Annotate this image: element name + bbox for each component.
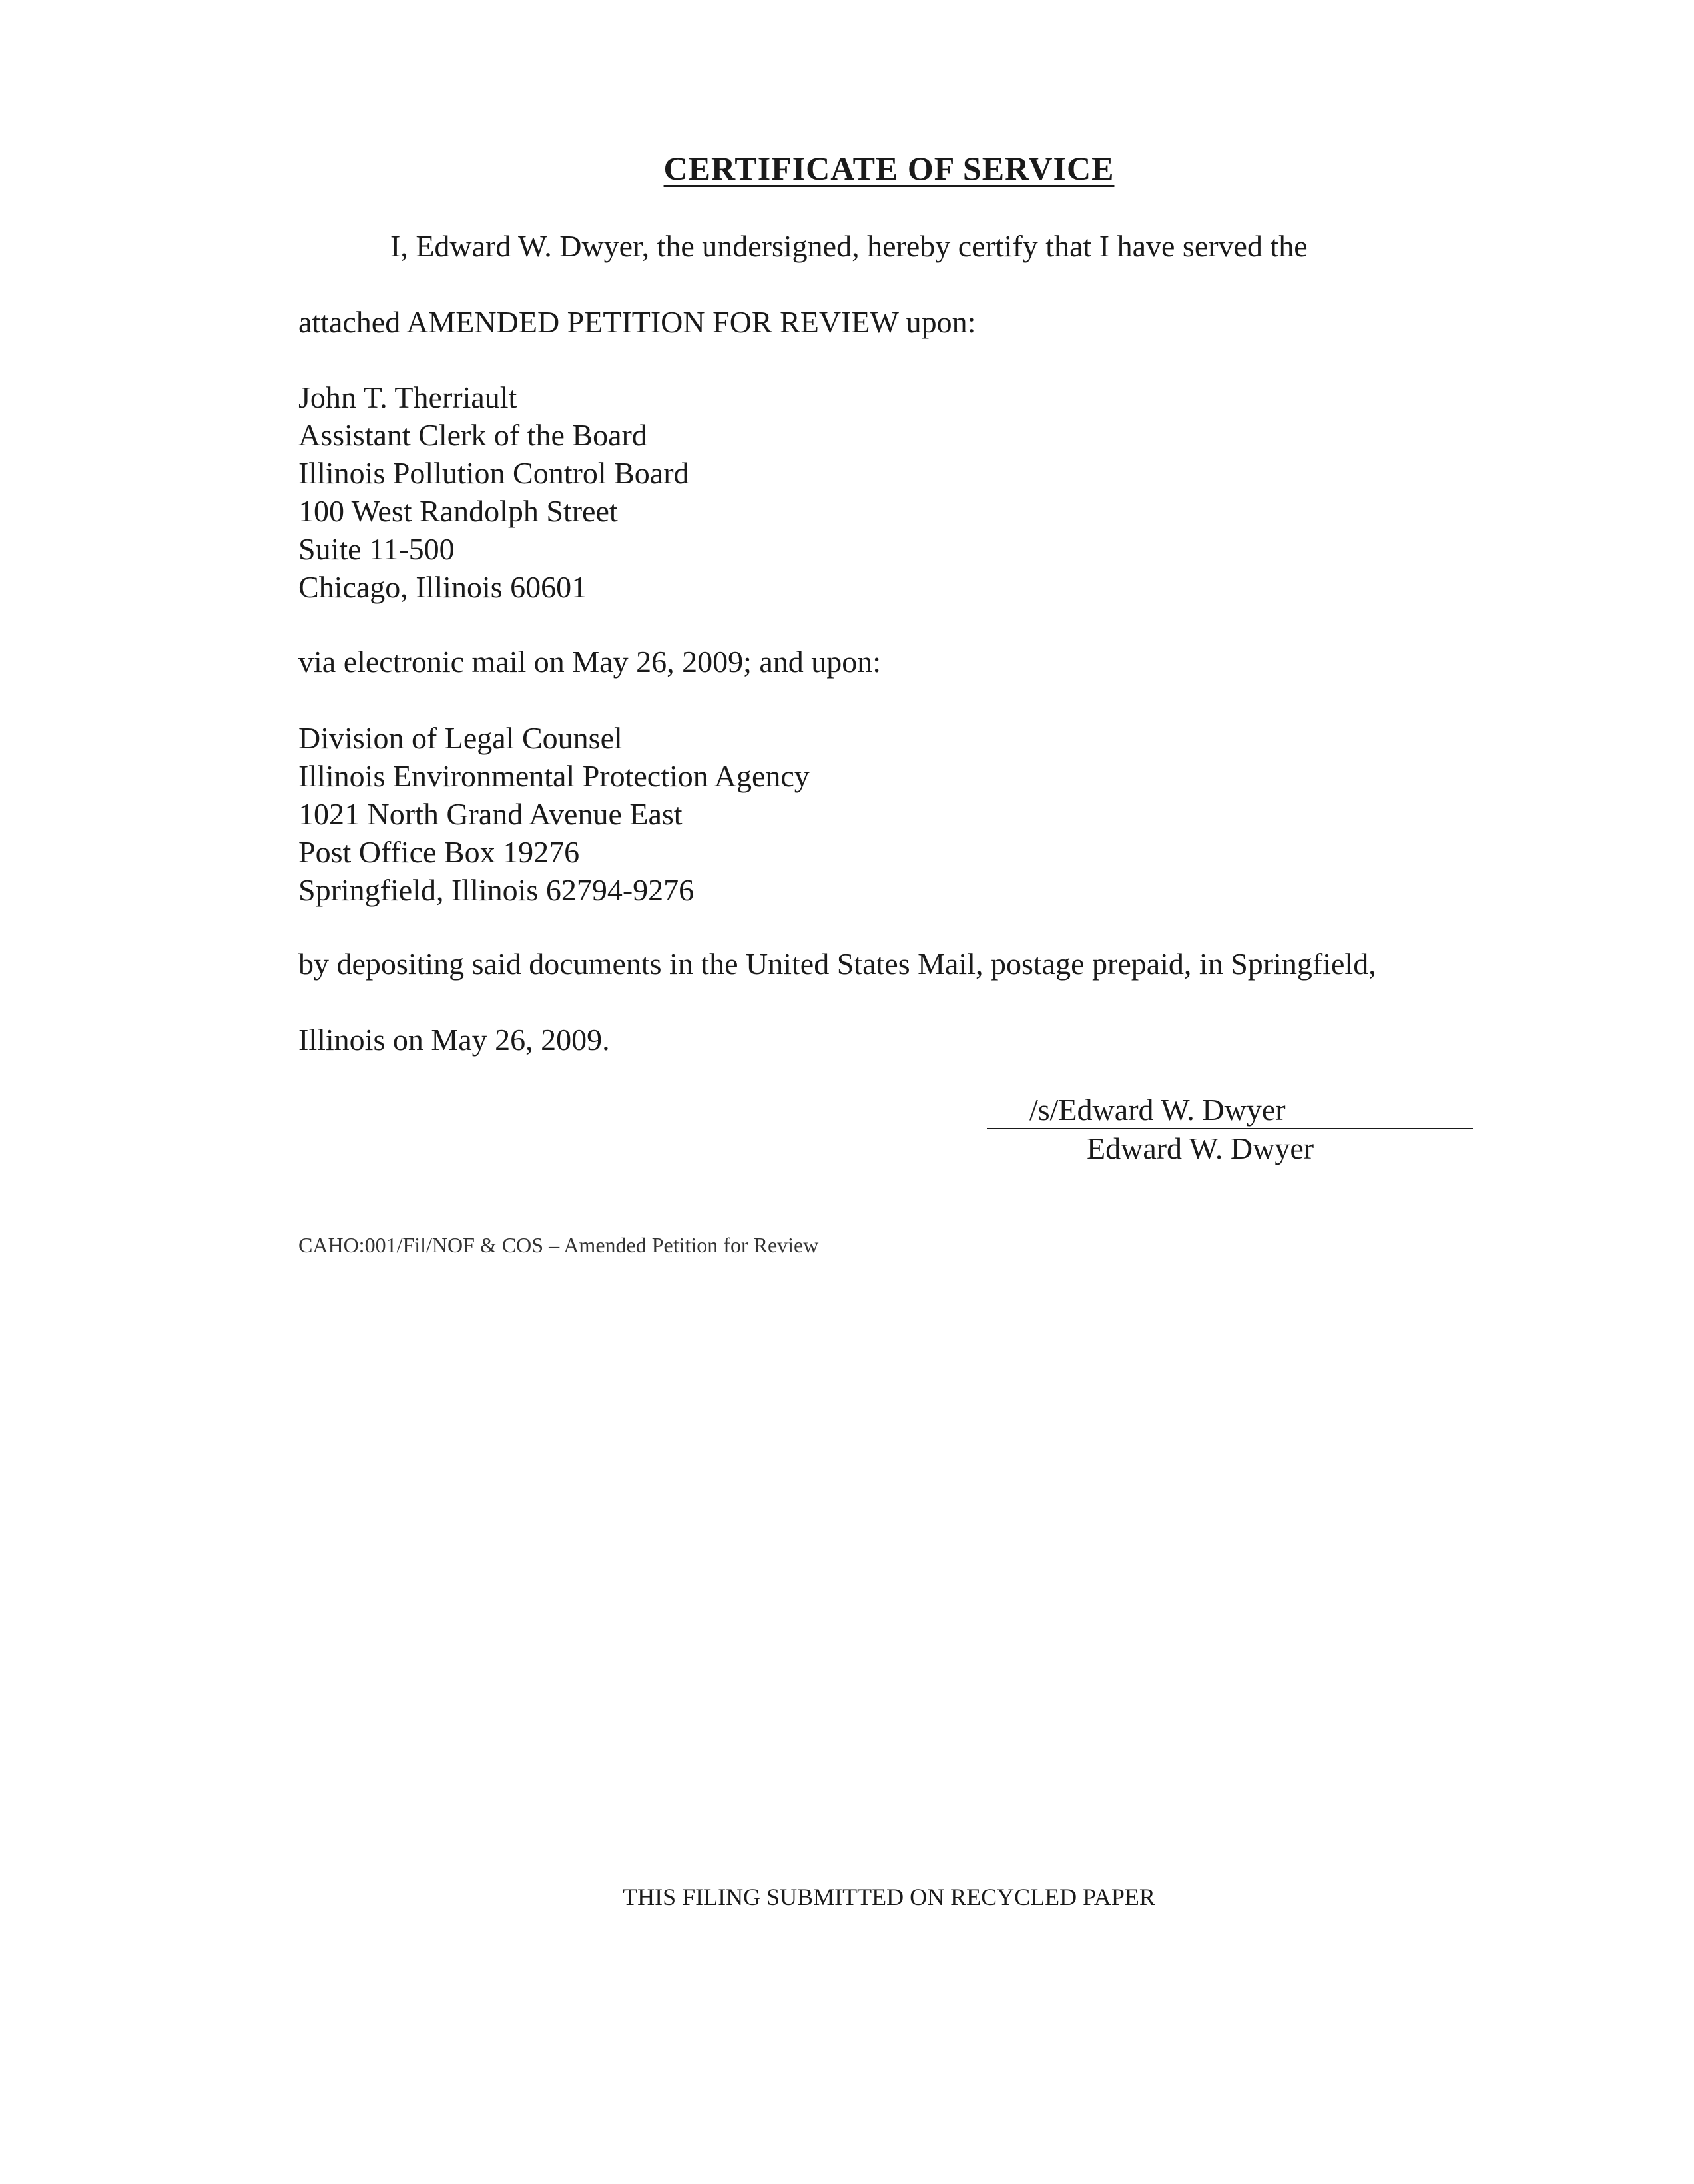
address-line: Division of Legal Counsel [298,721,623,755]
address-line: Springfield, Illinois 62794-9276 [298,873,695,907]
certification-line-2: attached AMENDED PETITION FOR REVIEW upon: [298,305,976,339]
certification-line-1: I, Edward W. Dwyer, the undersigned, hereby certify that I have served the [390,229,1308,263]
address-line: Suite 11-500 [298,532,455,566]
recipient-address-2 [298,719,810,909]
signer-name: Edward W. Dwyer [1087,1131,1314,1165]
mailing-line-1: by depositing said documents in the United States Mail, postage prepaid, in Springfield, [298,947,1376,981]
address-line: 100 West Randolph Street [298,494,618,528]
document-title: CERTIFICATE OF SERVICE [663,150,1115,187]
recipient-address-1 [298,378,689,606]
address-line: 1021 North Grand Avenue East [298,797,683,831]
footer-note: THIS FILING SUBMITTED ON RECYCLED PAPER [623,1884,1155,1910]
address-line: Chicago, Illinois 60601 [298,570,587,604]
signature: /s/Edward W. Dwyer [1029,1093,1286,1127]
address-line: Post Office Box 19276 [298,835,580,869]
address-line: John T. Therriault [298,380,517,414]
address-line: Assistant Clerk of the Board [298,418,647,452]
address-line: Illinois Environmental Protection Agency [298,759,810,793]
address-line: Illinois Pollution Control Board [298,456,689,490]
file-reference: CAHO:001/Fil/NOF & COS – Amended Petition for Review [298,1233,819,1257]
via-email-line: via electronic mail on May 26, 2009; and upon: [298,645,882,679]
mailing-line-2: Illinois on May 26, 2009. [298,1023,610,1057]
